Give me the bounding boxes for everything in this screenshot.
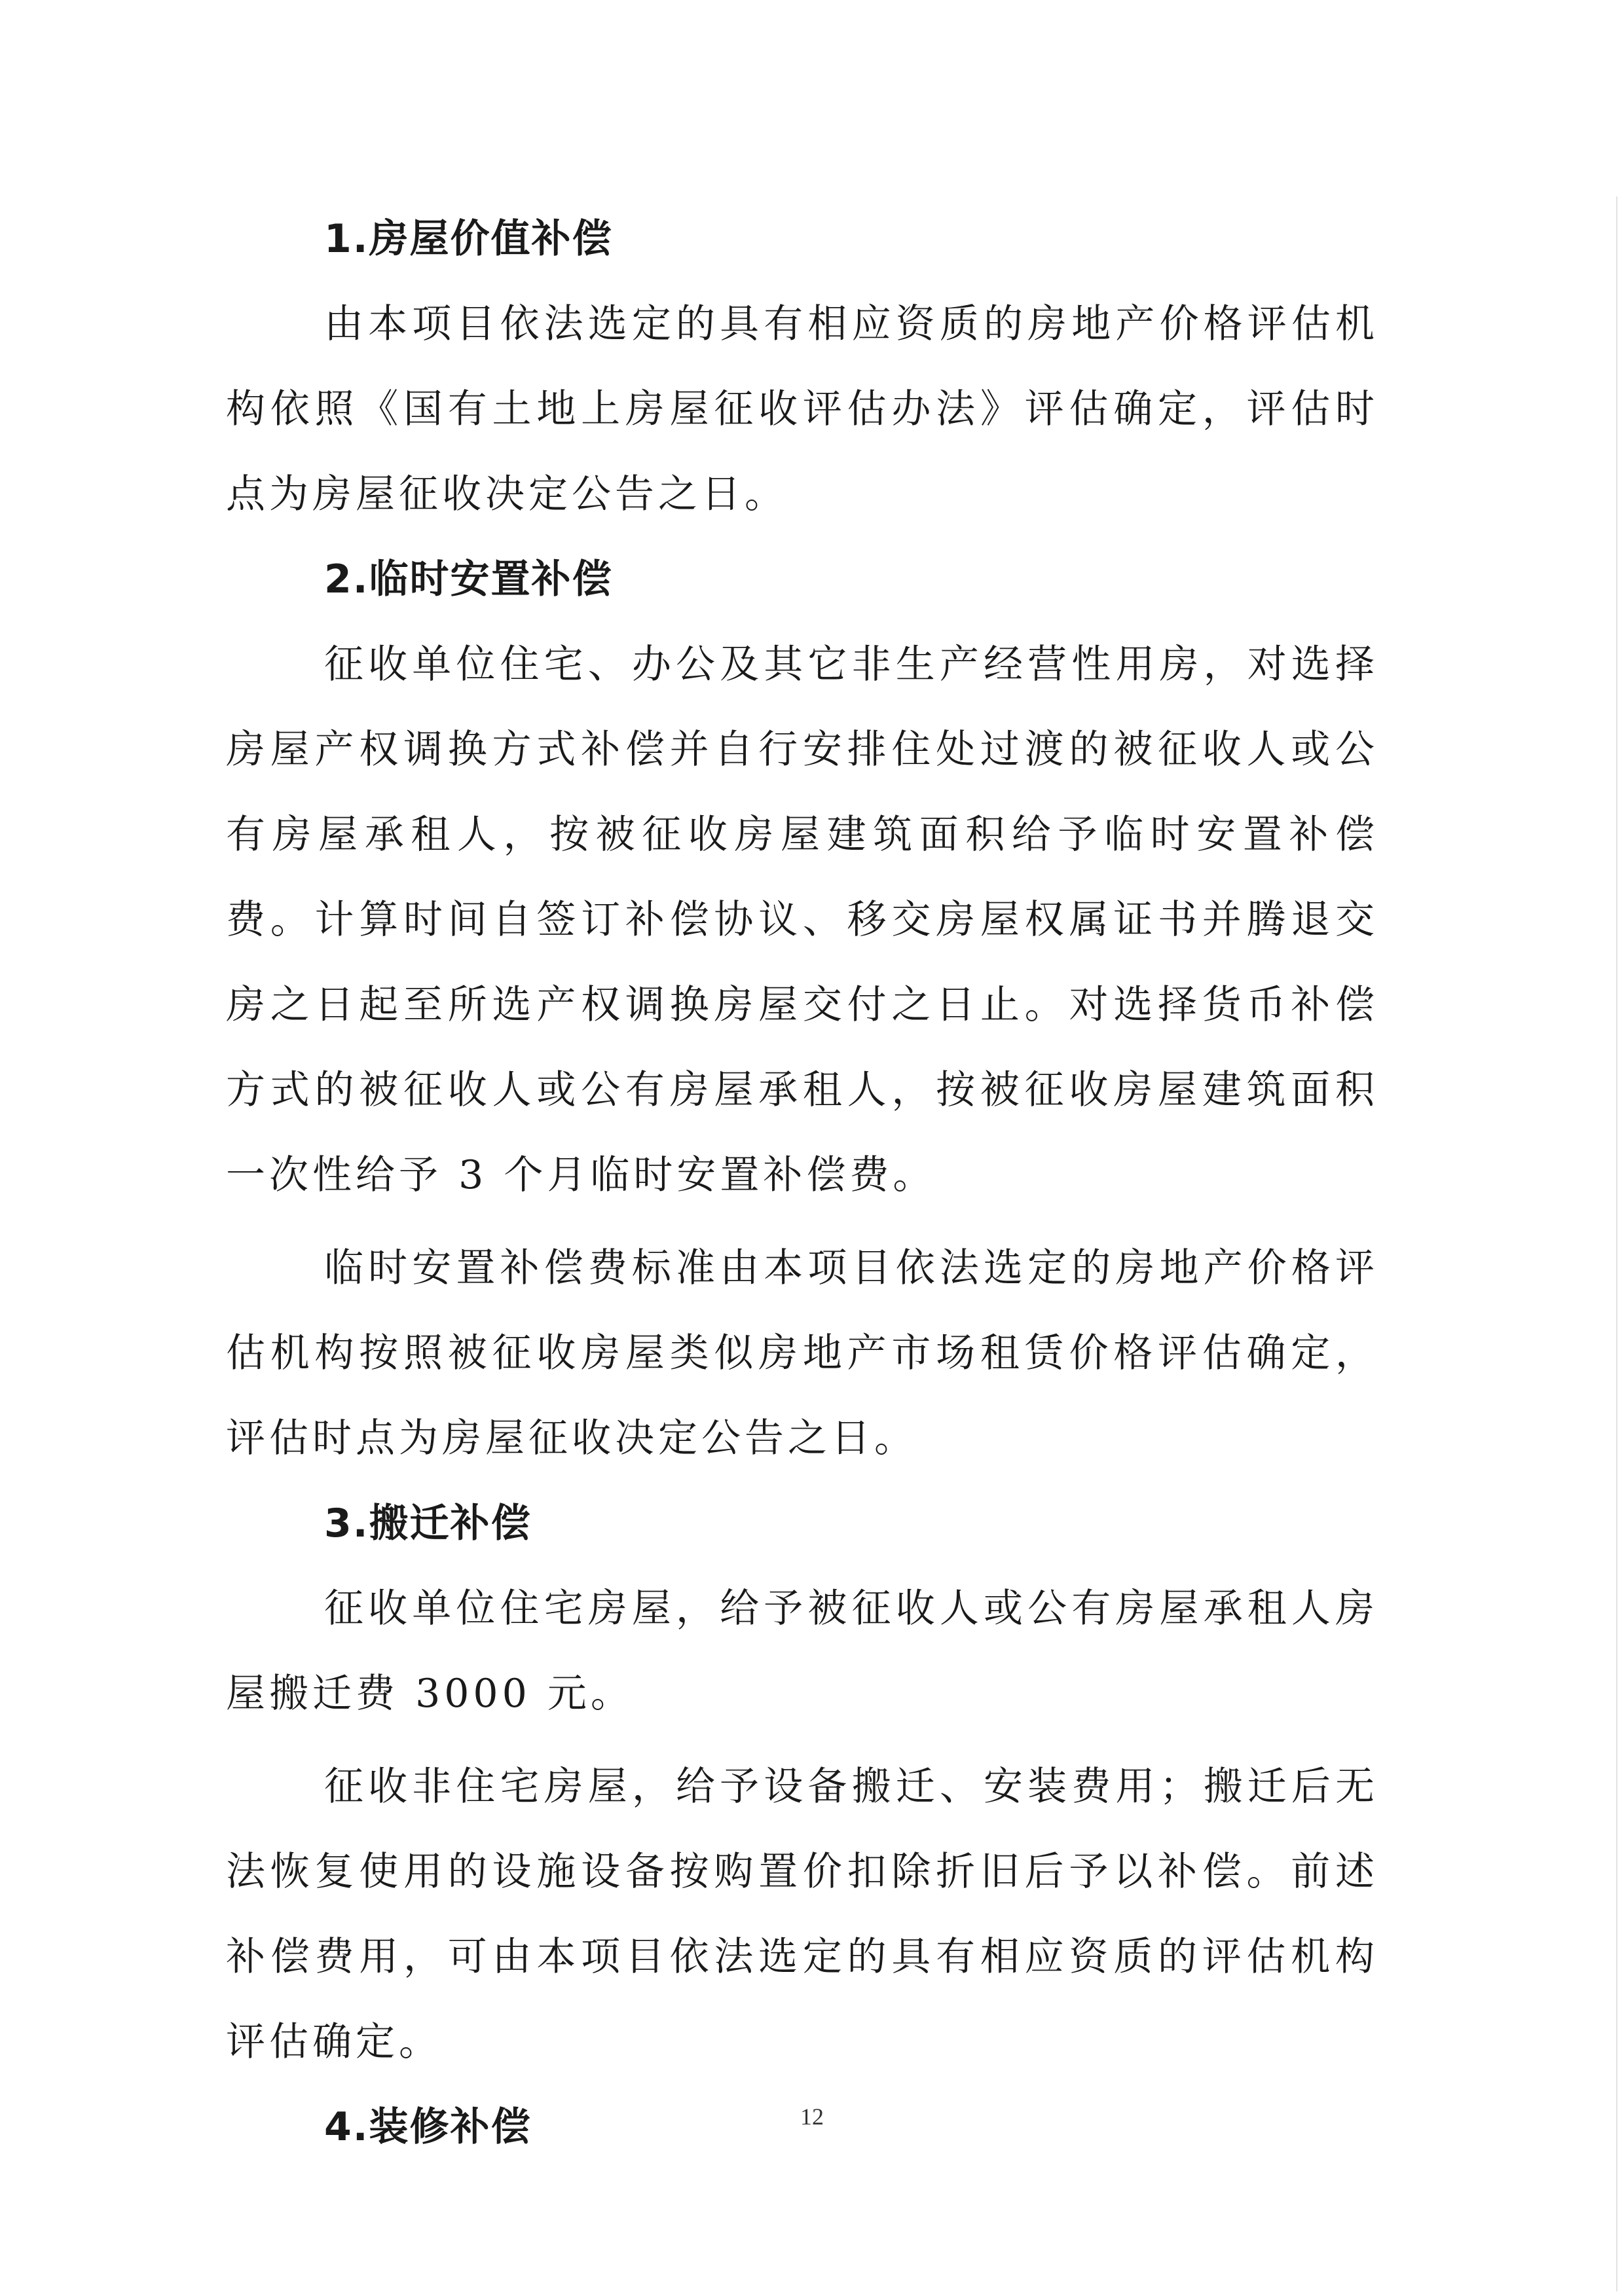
paragraph-house-value: 由本项目依法选定的具有相应资质的房地产价格评估机构依照《国有土地上房屋征收评估办法》评估确定，评估时点为房屋征收决定公告之日。 (226, 301, 1378, 517)
section-heading-house-value: 1.房屋价值补偿 (324, 216, 613, 262)
section-heading-temporary-resettlement: 2.临时安置补偿 (324, 556, 613, 602)
section-heading-relocation: 3.搬迁补偿 (324, 1501, 532, 1546)
paragraph-temporary-resettlement-2: 临时安置补偿费标准由本项目依法选定的房地产价格评估机构按照被征收房屋类似房地产市场租赁价格评估确定，评估时点为房屋征收决定公告之日。 (226, 1245, 1378, 1461)
page-content (226, 196, 1378, 2170)
paragraph-relocation-1: 征收单位住宅房屋，给予被征收人或公有房屋承租人房屋搬迁费 3000 元。 (226, 1586, 1378, 1717)
page-number: 12 (800, 2104, 824, 2130)
paragraph-relocation-2: 征收非住宅房屋，给予设备搬迁、安装费用；搬迁后无法恢复使用的设施设备按购置价扣除折旧后予以补偿。前述补偿费用，可由本项目依法选定的具有相应资质的评估机构评估确定。 (226, 1764, 1378, 2065)
scan-edge-line (1616, 196, 1617, 2291)
paragraph-temporary-resettlement-1: 征收单位住宅、办公及其它非生产经营性用房，对选择房屋产权调换方式补偿并自行安排住处过渡的被征收人或公有房屋承租人，按被征收房屋建筑面积给予临时安置补偿费。计算时间自签订补偿协议、移交房屋权属证书并腾退交房之日起至所选产权调换房屋交付之日止。对选择货币补偿方式的被征收人或公有房屋承租人，按被征收房屋建筑面积一次性给予 3 个月临时安置补偿费。 (226, 642, 1378, 1198)
section-heading-decoration: 4.装修补偿 (324, 2104, 532, 2150)
